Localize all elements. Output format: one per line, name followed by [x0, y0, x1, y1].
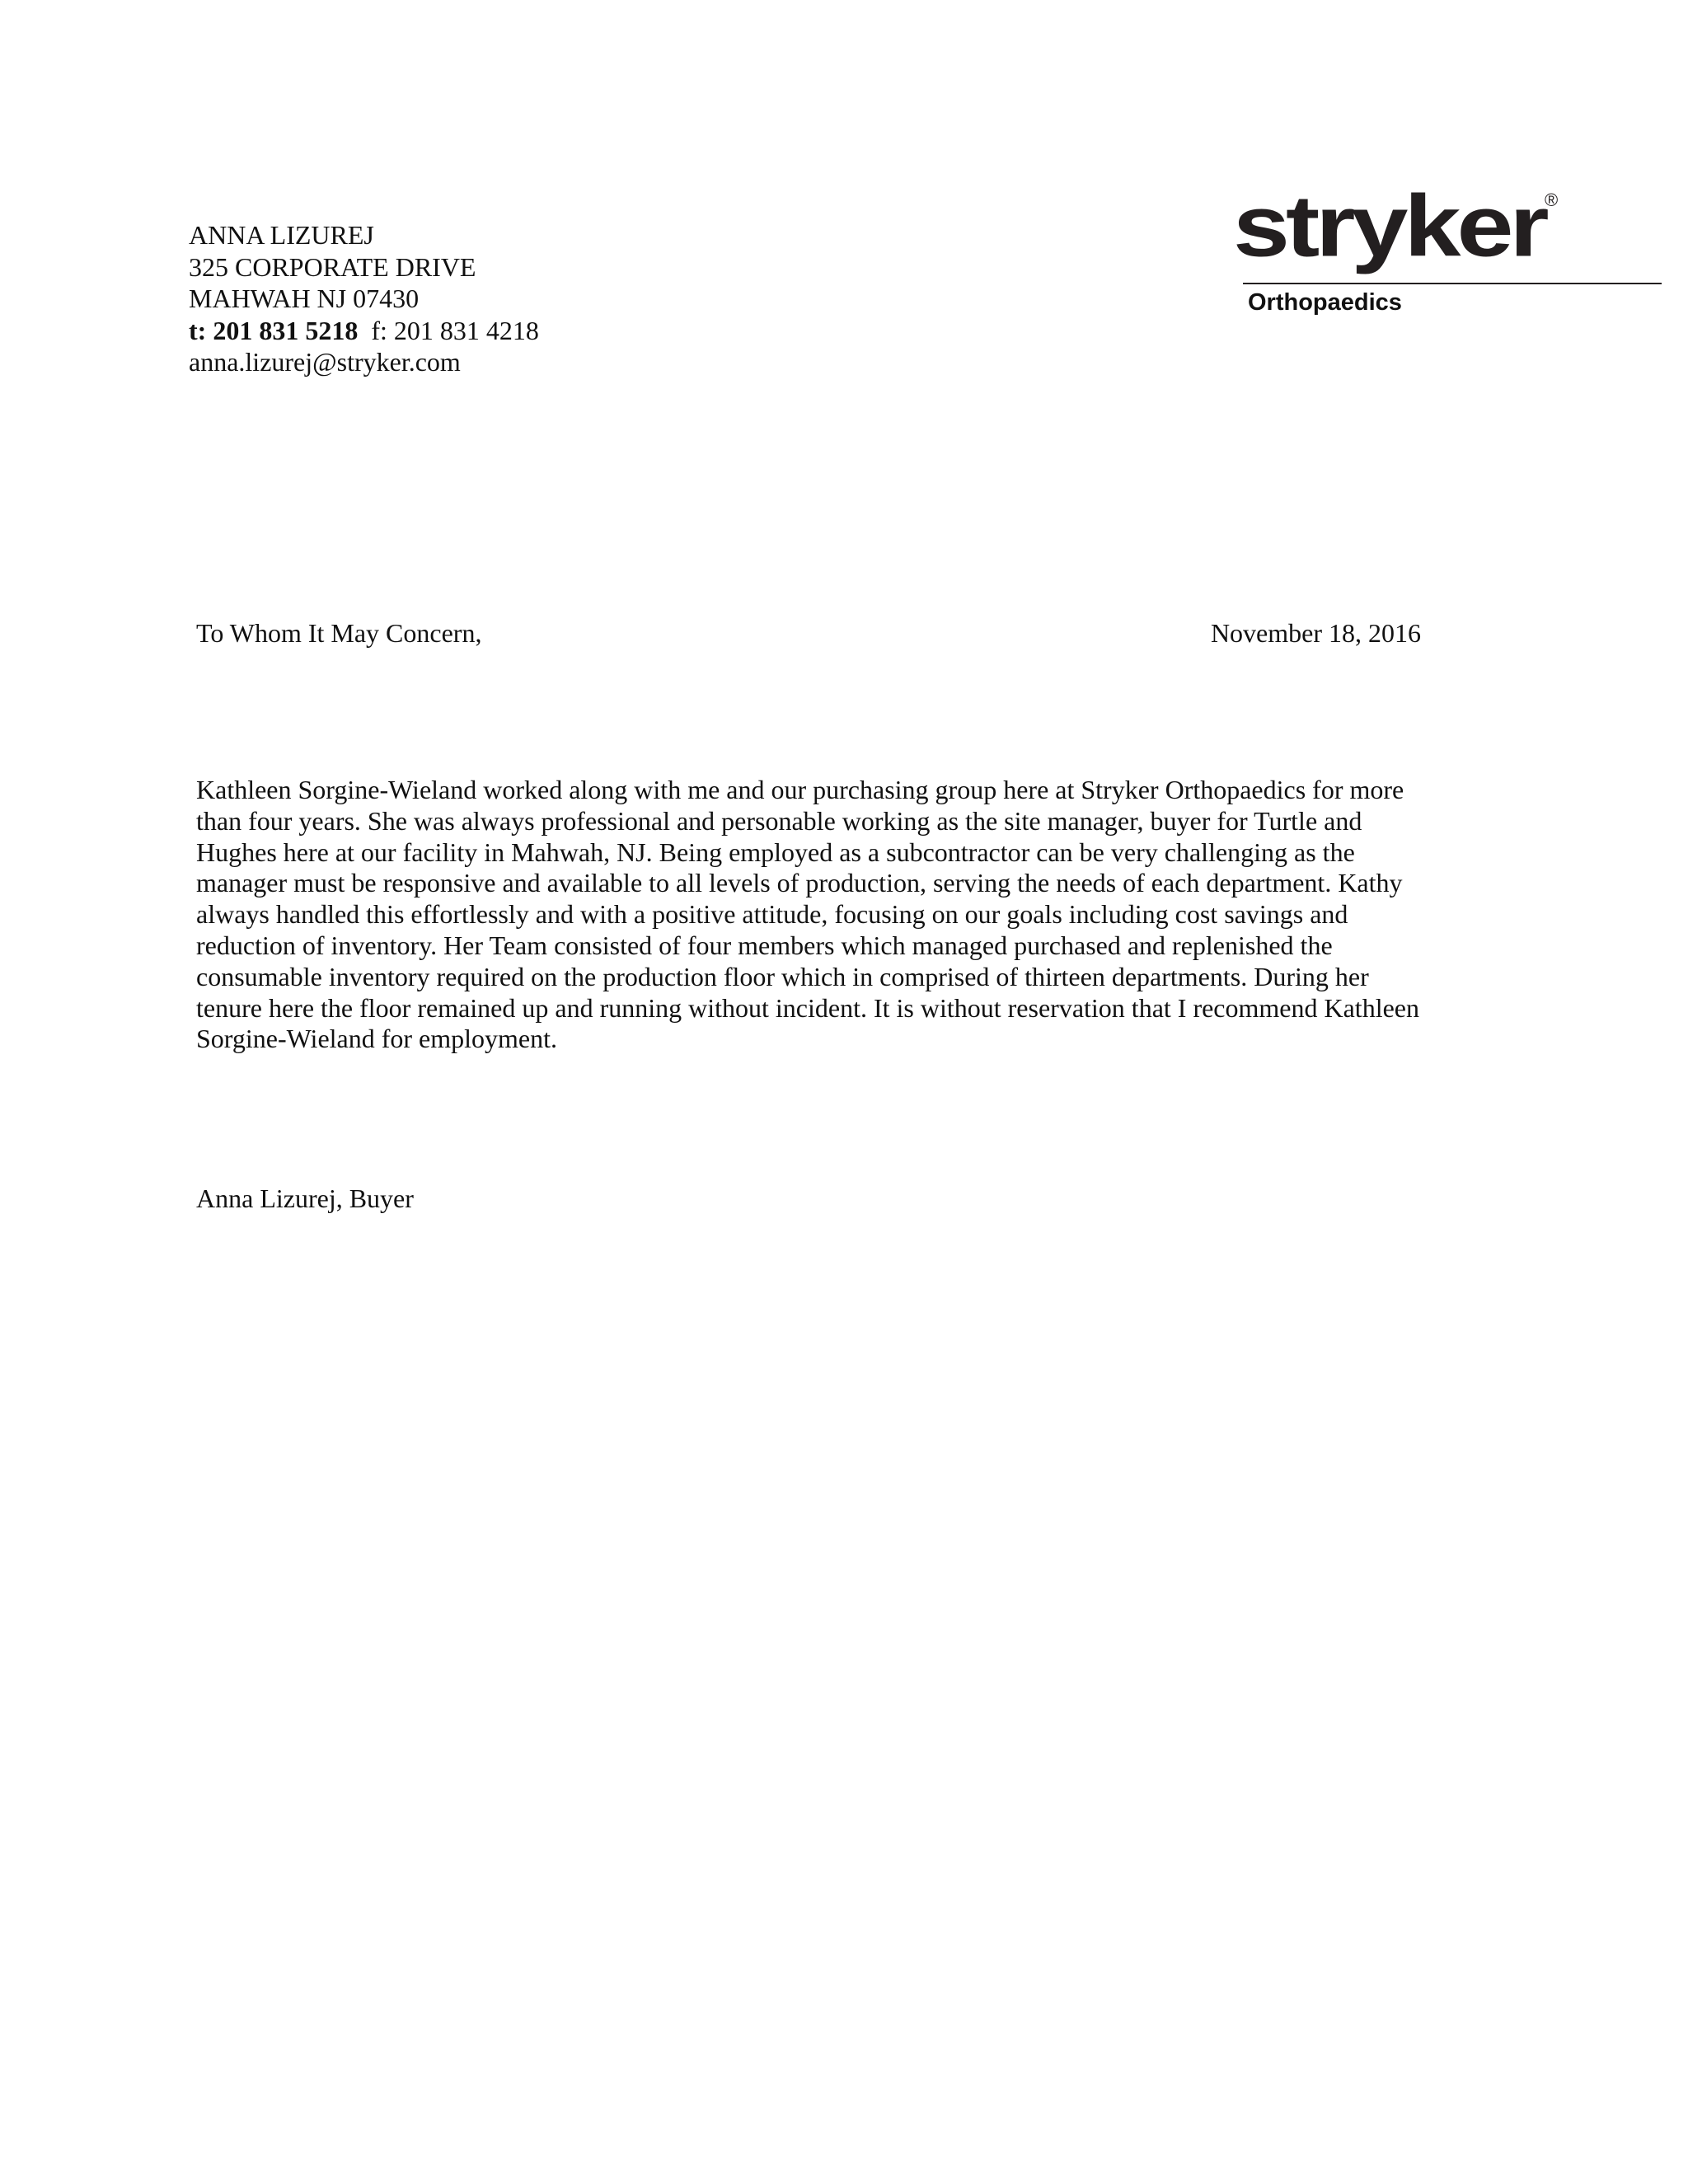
body-line: manager must be responsive and available to all levels of production, serving the needs of each department. Kathy	[196, 868, 1403, 898]
sender-fax: f: 201 831 4218	[371, 315, 539, 345]
logo-division: Orthopaedics	[1248, 289, 1402, 316]
body-line: always handled this effortlessly and with a positive attitude, focusing on our goals including cost savings and	[196, 899, 1348, 930]
letter-body	[196, 775, 1482, 1055]
sender-city: MAHWAH NJ 07430	[189, 284, 420, 313]
letter-salutation: To Whom It May Concern,	[196, 618, 482, 648]
sender-phone: t: 201 831 5218	[189, 315, 359, 345]
body-line: reduction of inventory. Her Team consisted of four members which managed purchased and replenished the	[196, 930, 1333, 960]
body-line: than four years. She was always professional and personable working as the site manager, buyer for Turtle and	[196, 805, 1362, 836]
body-line: Hughes here at our facility in Mahwah, NJ. Being employed as a subcontractor can be very challenging as the	[196, 837, 1355, 867]
sender-street: 325 CORPORATE DRIVE	[189, 251, 476, 282]
letter-date: November 18, 2016	[1210, 618, 1421, 648]
body-line: consumable inventory required on the production floor which in comprised of thirteen departments. During her	[196, 961, 1369, 991]
registered-mark-icon: ®	[1545, 190, 1559, 210]
sender-name: ANNA LIZUREJ	[189, 220, 374, 250]
sender-address-block	[189, 219, 539, 378]
body-line: Sorgine-Wieland for employment.	[196, 1024, 558, 1054]
letter-signature: Anna Lizurej, Buyer	[196, 1183, 414, 1213]
sender-email: anna.lizurej@stryker.com	[189, 347, 461, 377]
body-line: tenure here the floor remained up and running without incident. It is without reservation that I recommend Kathleen	[196, 992, 1419, 1023]
logo-wordmark: stryker	[1233, 178, 1545, 275]
sender-contact-line	[189, 315, 539, 347]
logo-divider	[1243, 283, 1662, 284]
body-line: Kathleen Sorgine-Wieland worked along with me and our purchasing group here at Stryker Orthopaedics for more	[196, 775, 1404, 804]
